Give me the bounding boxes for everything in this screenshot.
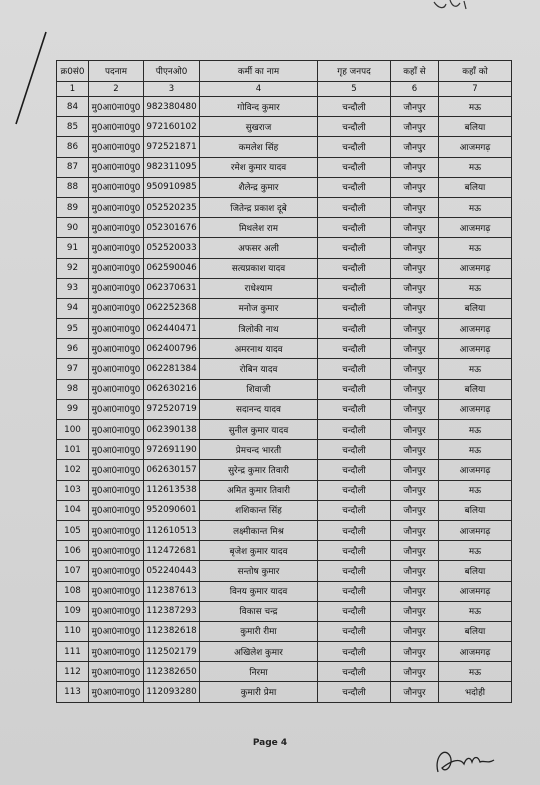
cell-from: जौनपुर xyxy=(391,258,439,278)
cell-serial: 105 xyxy=(57,520,89,540)
cell-home-district: चन्दौली xyxy=(318,460,391,480)
cell-designation: मु0आ0ना0पु0 xyxy=(89,157,144,177)
cell-from: जौनपुर xyxy=(391,500,439,520)
cell-name: कमलेश सिंह xyxy=(200,137,318,157)
cell-home-district: चन्दौली xyxy=(318,97,391,117)
cell-from: जौनपुर xyxy=(391,177,439,197)
table-row xyxy=(57,581,512,601)
cell-from: जौनपुर xyxy=(391,399,439,419)
cell-from: जौनपुर xyxy=(391,520,439,540)
cell-home-district: चन्दौली xyxy=(318,339,391,359)
cell-from: जौनपुर xyxy=(391,298,439,318)
cell-home-district: चन्दौली xyxy=(318,278,391,298)
header-pno: पीएनओ0 xyxy=(144,61,200,82)
cell-serial: 109 xyxy=(57,601,89,621)
cell-name: शैलेन्द्र कुमार xyxy=(200,177,318,197)
cell-from: जौनपुर xyxy=(391,218,439,238)
cell-serial: 96 xyxy=(57,339,89,359)
cell-to: मऊ xyxy=(439,97,512,117)
cell-pno: 112387613 xyxy=(144,581,200,601)
header-to: कहाँ को xyxy=(439,61,512,82)
cell-home-district: चन्दौली xyxy=(318,621,391,641)
cell-serial: 100 xyxy=(57,420,89,440)
cell-serial: 97 xyxy=(57,359,89,379)
cell-to: आजमगढ़ xyxy=(439,520,512,540)
cell-from: जौनपुर xyxy=(391,460,439,480)
cell-designation: मु0आ0ना0पु0 xyxy=(89,278,144,298)
cell-home-district: चन्दौली xyxy=(318,218,391,238)
cell-to: मऊ xyxy=(439,601,512,621)
cell-home-district: चन्दौली xyxy=(318,520,391,540)
cell-pno: 952090601 xyxy=(144,500,200,520)
cell-name: गोविन्द कुमार xyxy=(200,97,318,117)
cell-to: आजमगढ़ xyxy=(439,642,512,662)
cell-pno: 112472681 xyxy=(144,541,200,561)
cell-designation: मु0आ0ना0पु0 xyxy=(89,601,144,621)
cell-home-district: चन्दौली xyxy=(318,157,391,177)
cell-to: मऊ xyxy=(439,238,512,258)
cell-serial: 111 xyxy=(57,642,89,662)
cell-name: सत्यप्रकाश यादव xyxy=(200,258,318,278)
cell-designation: मु0आ0ना0पु0 xyxy=(89,500,144,520)
cell-to: भदोही xyxy=(439,682,512,702)
cell-name: प्रेमचन्द भारती xyxy=(200,440,318,460)
cell-serial: 90 xyxy=(57,218,89,238)
cell-serial: 94 xyxy=(57,298,89,318)
signature-bottom xyxy=(430,738,500,778)
cell-home-district: चन्दौली xyxy=(318,197,391,217)
cell-pno: 982311095 xyxy=(144,157,200,177)
header-row xyxy=(57,61,512,82)
cell-pno: 112382618 xyxy=(144,621,200,641)
cell-name: विनय कुमार यादव xyxy=(200,581,318,601)
cell-home-district: चन्दौली xyxy=(318,137,391,157)
cell-serial: 89 xyxy=(57,197,89,217)
pen-stroke-mark xyxy=(0,28,60,128)
cell-pno: 062252368 xyxy=(144,298,200,318)
table-row xyxy=(57,601,512,621)
cell-designation: मु0आ0ना0पु0 xyxy=(89,561,144,581)
cell-name: सुरेन्द्र कुमार तिवारी xyxy=(200,460,318,480)
cell-to: बलिया xyxy=(439,621,512,641)
cell-serial: 91 xyxy=(57,238,89,258)
column-number: 5 xyxy=(318,82,391,97)
header-designation: पदनाम xyxy=(89,61,144,82)
cell-to: आजमगढ़ xyxy=(439,339,512,359)
cell-serial: 101 xyxy=(57,440,89,460)
cell-pno: 972520719 xyxy=(144,399,200,419)
cell-name: विकास चन्द्र xyxy=(200,601,318,621)
cell-to: मऊ xyxy=(439,480,512,500)
cell-designation: मु0आ0ना0पु0 xyxy=(89,480,144,500)
cell-home-district: चन्दौली xyxy=(318,399,391,419)
table-row xyxy=(57,197,512,217)
cell-from: जौनपुर xyxy=(391,642,439,662)
cell-to: आजमगढ़ xyxy=(439,137,512,157)
cell-designation: मु0आ0ना0पु0 xyxy=(89,440,144,460)
table-row xyxy=(57,399,512,419)
cell-pno: 052520033 xyxy=(144,238,200,258)
table-row xyxy=(57,117,512,137)
transfer-table xyxy=(56,60,512,703)
cell-designation: मु0आ0ना0पु0 xyxy=(89,197,144,217)
column-number-row xyxy=(57,82,512,97)
table-row xyxy=(57,500,512,520)
cell-home-district: चन्दौली xyxy=(318,420,391,440)
cell-to: बलिया xyxy=(439,117,512,137)
cell-name: अमरनाथ यादव xyxy=(200,339,318,359)
table-row xyxy=(57,662,512,682)
cell-designation: मु0आ0ना0पु0 xyxy=(89,581,144,601)
cell-serial: 88 xyxy=(57,177,89,197)
cell-from: जौनपुर xyxy=(391,238,439,258)
cell-serial: 87 xyxy=(57,157,89,177)
cell-from: जौनपुर xyxy=(391,97,439,117)
header-home-district: गृह जनपद xyxy=(318,61,391,82)
cell-designation: मु0आ0ना0पु0 xyxy=(89,117,144,137)
cell-to: मऊ xyxy=(439,278,512,298)
cell-from: जौनपुर xyxy=(391,682,439,702)
cell-to: बलिया xyxy=(439,379,512,399)
cell-home-district: चन्दौली xyxy=(318,117,391,137)
cell-serial: 95 xyxy=(57,319,89,339)
cell-name: सन्तोष कुमार xyxy=(200,561,318,581)
cell-serial: 104 xyxy=(57,500,89,520)
cell-name: सुखराज xyxy=(200,117,318,137)
cell-pno: 972691190 xyxy=(144,440,200,460)
cell-name: मिथलेश राम xyxy=(200,218,318,238)
cell-name: अमित कुमार तिवारी xyxy=(200,480,318,500)
cell-designation: मु0आ0ना0पु0 xyxy=(89,621,144,641)
cell-pno: 112387293 xyxy=(144,601,200,621)
cell-from: जौनपुर xyxy=(391,117,439,137)
cell-designation: मु0आ0ना0पु0 xyxy=(89,399,144,419)
cell-pno: 062370631 xyxy=(144,278,200,298)
cell-pno: 062630157 xyxy=(144,460,200,480)
cell-to: मऊ xyxy=(439,359,512,379)
cell-from: जौनपुर xyxy=(391,662,439,682)
cell-home-district: चन्दौली xyxy=(318,298,391,318)
cell-pno: 062440471 xyxy=(144,319,200,339)
cell-serial: 99 xyxy=(57,399,89,419)
table-row xyxy=(57,621,512,641)
table-row xyxy=(57,359,512,379)
cell-to: बलिया xyxy=(439,500,512,520)
cell-name: सुनील कुमार यादव xyxy=(200,420,318,440)
cell-name: कुमारी रीमा xyxy=(200,621,318,641)
cell-home-district: चन्दौली xyxy=(318,642,391,662)
column-number: 4 xyxy=(200,82,318,97)
cell-designation: मु0आ0ना0पु0 xyxy=(89,339,144,359)
table-row xyxy=(57,682,512,702)
header-name: कर्मी का नाम xyxy=(200,61,318,82)
cell-pno: 112613538 xyxy=(144,480,200,500)
cell-from: जौनपुर xyxy=(391,137,439,157)
table-row xyxy=(57,258,512,278)
table-row xyxy=(57,218,512,238)
cell-to: आजमगढ़ xyxy=(439,460,512,480)
cell-home-district: चन्दौली xyxy=(318,319,391,339)
cell-name: कुमारी प्रेमा xyxy=(200,682,318,702)
cell-serial: 98 xyxy=(57,379,89,399)
cell-designation: मु0आ0ना0पु0 xyxy=(89,541,144,561)
cell-to: आजमगढ़ xyxy=(439,399,512,419)
cell-name: शिवाजी xyxy=(200,379,318,399)
cell-name: सदानन्द यादव xyxy=(200,399,318,419)
page-number: Page 4 xyxy=(252,738,288,748)
table-body xyxy=(57,97,512,703)
cell-home-district: चन्दौली xyxy=(318,177,391,197)
cell-serial: 93 xyxy=(57,278,89,298)
cell-home-district: चन्दौली xyxy=(318,258,391,278)
cell-serial: 106 xyxy=(57,541,89,561)
cell-serial: 84 xyxy=(57,97,89,117)
cell-to: मऊ xyxy=(439,157,512,177)
cell-to: आजमगढ़ xyxy=(439,581,512,601)
cell-pno: 052520235 xyxy=(144,197,200,217)
cell-pno: 052240443 xyxy=(144,561,200,581)
cell-pno: 062590046 xyxy=(144,258,200,278)
cell-name: जितेन्द्र प्रकाश दूबे xyxy=(200,197,318,217)
column-number: 2 xyxy=(89,82,144,97)
cell-designation: मु0आ0ना0पु0 xyxy=(89,319,144,339)
cell-home-district: चन्दौली xyxy=(318,359,391,379)
cell-serial: 110 xyxy=(57,621,89,641)
cell-serial: 113 xyxy=(57,682,89,702)
cell-to: मऊ xyxy=(439,440,512,460)
cell-to: मऊ xyxy=(439,662,512,682)
cell-name: बृजेश कुमार यादव xyxy=(200,541,318,561)
cell-designation: मु0आ0ना0पु0 xyxy=(89,642,144,662)
cell-to: मऊ xyxy=(439,541,512,561)
column-number: 7 xyxy=(439,82,512,97)
cell-name: अफसर अली xyxy=(200,238,318,258)
cell-to: मऊ xyxy=(439,420,512,440)
cell-designation: मु0आ0ना0पु0 xyxy=(89,258,144,278)
cell-pno: 062281384 xyxy=(144,359,200,379)
cell-designation: मु0आ0ना0पु0 xyxy=(89,420,144,440)
cell-designation: मु0आ0ना0पु0 xyxy=(89,359,144,379)
cell-home-district: चन्दौली xyxy=(318,541,391,561)
cell-designation: मु0आ0ना0पु0 xyxy=(89,137,144,157)
cell-home-district: चन्दौली xyxy=(318,480,391,500)
cell-home-district: चन्दौली xyxy=(318,379,391,399)
table-row xyxy=(57,520,512,540)
cell-serial: 108 xyxy=(57,581,89,601)
cell-pno: 112382650 xyxy=(144,662,200,682)
cell-name: निरमा xyxy=(200,662,318,682)
table-row xyxy=(57,460,512,480)
cell-designation: मु0आ0ना0पु0 xyxy=(89,218,144,238)
cell-serial: 112 xyxy=(57,662,89,682)
cell-home-district: चन्दौली xyxy=(318,662,391,682)
cell-from: जौनपुर xyxy=(391,581,439,601)
table-row xyxy=(57,157,512,177)
cell-name: राधेश्याम xyxy=(200,278,318,298)
cell-to: आजमगढ़ xyxy=(439,218,512,238)
cell-to: आजमगढ़ xyxy=(439,319,512,339)
table-row xyxy=(57,541,512,561)
cell-from: जौनपुर xyxy=(391,541,439,561)
cell-pno: 950910985 xyxy=(144,177,200,197)
cell-home-district: चन्दौली xyxy=(318,238,391,258)
table-row xyxy=(57,379,512,399)
cell-pno: 112502179 xyxy=(144,642,200,662)
cell-serial: 102 xyxy=(57,460,89,480)
cell-from: जौनपुर xyxy=(391,197,439,217)
cell-from: जौनपुर xyxy=(391,157,439,177)
cell-from: जौनपुर xyxy=(391,278,439,298)
cell-name: त्रिलोकी नाथ xyxy=(200,319,318,339)
cell-designation: मु0आ0ना0पु0 xyxy=(89,662,144,682)
cell-serial: 85 xyxy=(57,117,89,137)
cell-name: शशिकान्त सिंह xyxy=(200,500,318,520)
table-row xyxy=(57,298,512,318)
table-row xyxy=(57,339,512,359)
column-number: 6 xyxy=(391,82,439,97)
signature-fragment-top xyxy=(420,0,480,18)
table-row xyxy=(57,177,512,197)
cell-from: जौनपुर xyxy=(391,319,439,339)
cell-to: मऊ xyxy=(439,197,512,217)
cell-pno: 112610513 xyxy=(144,520,200,540)
table-row xyxy=(57,561,512,581)
cell-from: जौनपुर xyxy=(391,440,439,460)
cell-home-district: चन्दौली xyxy=(318,561,391,581)
cell-pno: 062630216 xyxy=(144,379,200,399)
cell-home-district: चन्दौली xyxy=(318,440,391,460)
table-row xyxy=(57,278,512,298)
cell-designation: मु0आ0ना0पु0 xyxy=(89,238,144,258)
cell-name: रमेश कुमार यादव xyxy=(200,157,318,177)
cell-serial: 103 xyxy=(57,480,89,500)
cell-name: मनोज कुमार xyxy=(200,298,318,318)
cell-name: रोबिन यादव xyxy=(200,359,318,379)
cell-pno: 982380480 xyxy=(144,97,200,117)
cell-to: बलिया xyxy=(439,177,512,197)
cell-designation: मु0आ0ना0पु0 xyxy=(89,520,144,540)
cell-pno: 052301676 xyxy=(144,218,200,238)
cell-from: जौनपुर xyxy=(391,561,439,581)
cell-designation: मु0आ0ना0पु0 xyxy=(89,97,144,117)
cell-from: जौनपुर xyxy=(391,480,439,500)
table-row xyxy=(57,97,512,117)
table-row xyxy=(57,642,512,662)
table-row xyxy=(57,420,512,440)
cell-home-district: चन्दौली xyxy=(318,601,391,621)
table-row xyxy=(57,319,512,339)
cell-designation: मु0आ0ना0पु0 xyxy=(89,379,144,399)
cell-designation: मु0आ0ना0पु0 xyxy=(89,682,144,702)
table-row xyxy=(57,480,512,500)
cell-pno: 972160102 xyxy=(144,117,200,137)
cell-name: लक्ष्मीकान्त मिश्र xyxy=(200,520,318,540)
column-number: 3 xyxy=(144,82,200,97)
table-row xyxy=(57,440,512,460)
cell-from: जौनपुर xyxy=(391,379,439,399)
table-row xyxy=(57,137,512,157)
cell-serial: 86 xyxy=(57,137,89,157)
cell-to: बलिया xyxy=(439,561,512,581)
cell-from: जौनपुर xyxy=(391,359,439,379)
cell-pno: 972521871 xyxy=(144,137,200,157)
cell-to: बलिया xyxy=(439,298,512,318)
cell-to: आजमगढ़ xyxy=(439,258,512,278)
header-serial: क्र0सं0 xyxy=(57,61,89,82)
cell-serial: 107 xyxy=(57,561,89,581)
table-row xyxy=(57,238,512,258)
cell-serial: 92 xyxy=(57,258,89,278)
cell-home-district: चन्दौली xyxy=(318,682,391,702)
cell-pno: 112093280 xyxy=(144,682,200,702)
cell-pno: 062400796 xyxy=(144,339,200,359)
column-number: 1 xyxy=(57,82,89,97)
cell-designation: मु0आ0ना0पु0 xyxy=(89,460,144,480)
cell-designation: मु0आ0ना0पु0 xyxy=(89,177,144,197)
cell-from: जौनपुर xyxy=(391,621,439,641)
cell-name: अखिलेश कुमार xyxy=(200,642,318,662)
cell-pno: 062390138 xyxy=(144,420,200,440)
cell-designation: मु0आ0ना0पु0 xyxy=(89,298,144,318)
cell-from: जौनपुर xyxy=(391,601,439,621)
cell-from: जौनपुर xyxy=(391,339,439,359)
header-from: कहाँ से xyxy=(391,61,439,82)
cell-from: जौनपुर xyxy=(391,420,439,440)
cell-home-district: चन्दौली xyxy=(318,500,391,520)
cell-home-district: चन्दौली xyxy=(318,581,391,601)
